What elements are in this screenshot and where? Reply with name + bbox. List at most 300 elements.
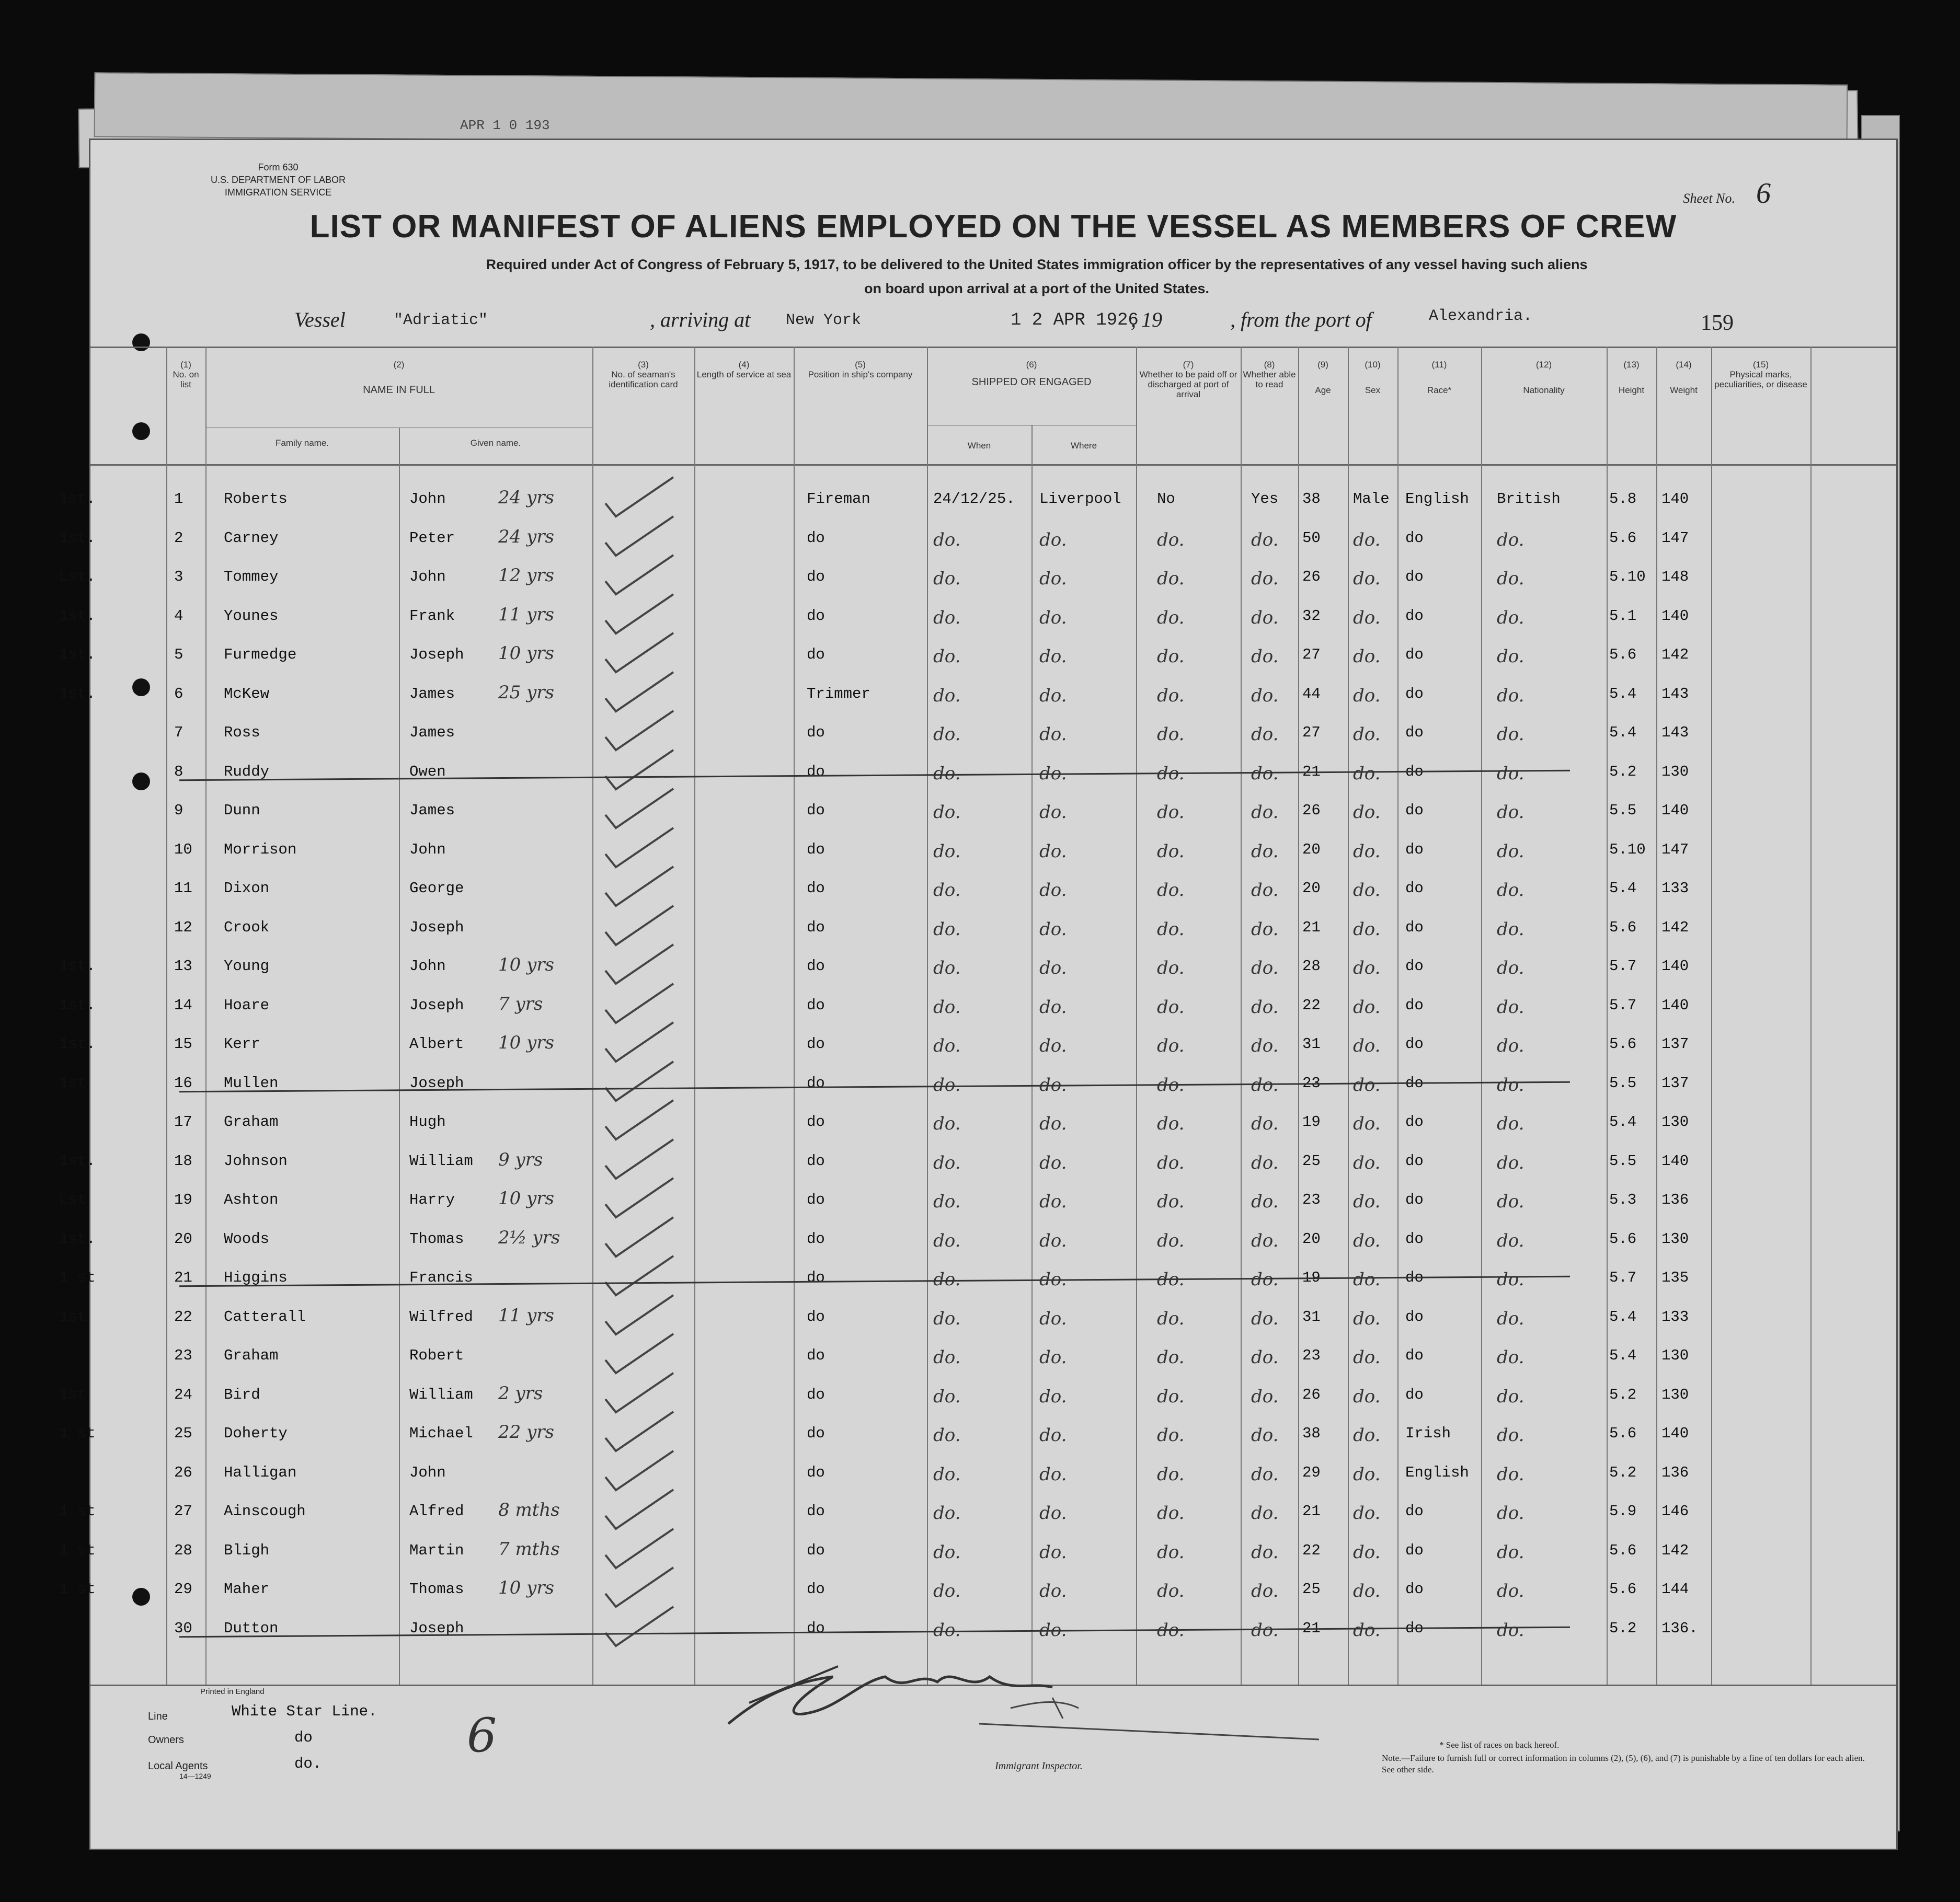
shipped-when: do. — [933, 1463, 961, 1485]
age: 20 — [1302, 880, 1321, 897]
race: do — [1405, 763, 1424, 780]
years-at-sea-note: 10 yrs — [498, 1577, 554, 1598]
years-at-sea-note: 9 yrs — [498, 1149, 543, 1170]
family-name: Furmedge — [224, 646, 297, 663]
able-to-read: do. — [1251, 880, 1279, 901]
sex: do. — [1353, 646, 1381, 667]
col-header-id-card: (3) No. of seaman's identification card — [609, 360, 678, 389]
list-number: 26 — [174, 1463, 192, 1481]
given-name: Owen — [409, 763, 446, 780]
weight: 130 — [1661, 763, 1689, 780]
years-at-sea-note: 11 yrs — [498, 604, 554, 625]
paid-off: No — [1157, 490, 1175, 508]
column-rule — [205, 347, 207, 1685]
paid-off: do. — [1157, 1386, 1185, 1407]
list-number: 19 — [174, 1191, 192, 1208]
shipped-where: do. — [1039, 1191, 1067, 1212]
shipped-when: do. — [933, 1503, 961, 1524]
family-name: Crook — [224, 918, 270, 936]
shipped-where: do. — [1039, 1347, 1067, 1368]
weight: 146 — [1661, 1503, 1689, 1520]
weight: 137 — [1661, 1035, 1689, 1053]
race: do — [1405, 1230, 1424, 1248]
list-number: 12 — [174, 918, 192, 936]
given-name: Peter — [409, 529, 455, 547]
age: 20 — [1302, 840, 1321, 858]
race: do — [1405, 996, 1424, 1014]
shipped-when: do. — [933, 1152, 961, 1173]
sheet-number-label: Sheet No. — [1683, 191, 1735, 206]
sex: do. — [1353, 1581, 1381, 1601]
crew-mark: 1st. — [59, 1230, 96, 1248]
column-rule — [1298, 347, 1299, 1685]
list-number: 1 — [174, 490, 184, 508]
height: 5.8 — [1609, 490, 1637, 508]
family-name: Ashton — [224, 1191, 279, 1208]
shipped-where: do. — [1039, 1463, 1067, 1485]
shipped-when: do. — [933, 880, 961, 901]
paid-off: do. — [1157, 763, 1185, 784]
shipped-where: do. — [1039, 1269, 1067, 1290]
race: do — [1405, 1113, 1424, 1131]
given-name: Frank — [409, 607, 455, 625]
list-number: 9 — [174, 802, 184, 819]
paid-off: do. — [1157, 646, 1185, 667]
list-number: 2 — [174, 529, 184, 547]
position: do — [807, 1425, 825, 1442]
list-number: 14 — [174, 996, 192, 1014]
paid-off: do. — [1157, 1425, 1185, 1446]
paid-off: do. — [1157, 1308, 1185, 1329]
list-number: 16 — [174, 1074, 192, 1092]
weight: 142 — [1661, 918, 1689, 936]
list-number: 24 — [174, 1386, 192, 1403]
nationality: do. — [1497, 1074, 1525, 1096]
nationality: do. — [1497, 607, 1525, 628]
departure-port: Alexandria. — [1429, 307, 1533, 325]
age: 27 — [1302, 646, 1321, 663]
family-name: Bligh — [224, 1541, 270, 1559]
height: 5.6 — [1609, 918, 1637, 936]
age: 22 — [1302, 996, 1321, 1014]
weight: 140 — [1661, 802, 1689, 819]
sex: do. — [1353, 724, 1381, 745]
race: do — [1405, 880, 1424, 897]
able-to-read: do. — [1251, 1191, 1279, 1212]
race: do — [1405, 685, 1424, 702]
shipped-when: do. — [933, 646, 961, 667]
col-header-physical-marks: (15) Physical marks, peculiarities, or disease — [1714, 360, 1807, 389]
shipped-where: do. — [1039, 646, 1067, 667]
weight: 135 — [1661, 1269, 1689, 1286]
col-header-service: (4) Length of service at sea — [696, 360, 792, 379]
position: do — [807, 1541, 825, 1559]
race: do — [1405, 568, 1424, 585]
race: do — [1405, 1191, 1424, 1208]
paid-off: do. — [1157, 685, 1185, 706]
paid-off: do. — [1157, 1347, 1185, 1368]
height: 5.2 — [1609, 1463, 1637, 1481]
age: 19 — [1302, 1113, 1321, 1131]
race: do — [1405, 1503, 1424, 1520]
crew-mark: 1st. — [59, 529, 96, 547]
paid-off: do. — [1157, 1152, 1185, 1173]
height: 5.6 — [1609, 1230, 1637, 1248]
family-name: Dutton — [224, 1619, 279, 1637]
owners-value: do — [294, 1729, 313, 1746]
shipped-when: do. — [933, 996, 961, 1018]
position: do — [807, 1191, 825, 1208]
position: do — [807, 1113, 825, 1131]
paid-off: do. — [1157, 1619, 1185, 1641]
list-number: 17 — [174, 1113, 192, 1131]
paid-off: do. — [1157, 1581, 1185, 1601]
given-name: Joseph — [409, 1619, 464, 1637]
race: do — [1405, 1347, 1424, 1364]
shipped-when: do. — [933, 1074, 961, 1096]
able-to-read: do. — [1251, 1425, 1279, 1446]
position: do — [807, 1152, 825, 1170]
height: 5.3 — [1609, 1191, 1637, 1208]
position: do — [807, 1619, 825, 1637]
sex: do. — [1353, 1541, 1381, 1563]
nationality: do. — [1497, 724, 1525, 745]
weight: 142 — [1661, 1541, 1689, 1559]
list-number: 5 — [174, 646, 184, 663]
position: do — [807, 568, 825, 585]
nationality: do. — [1497, 1503, 1525, 1524]
able-to-read: do. — [1251, 1269, 1279, 1290]
race: do — [1405, 1386, 1424, 1403]
race: do — [1405, 1581, 1424, 1598]
crew-mark: 1st. — [59, 607, 96, 625]
nationality: do. — [1497, 880, 1525, 901]
column-rule — [1607, 347, 1608, 1685]
shipped-when: do. — [933, 1425, 961, 1446]
family-name: Kerr — [224, 1035, 260, 1053]
given-name: Joseph — [409, 996, 464, 1014]
family-name: Dunn — [224, 802, 260, 819]
able-to-read: do. — [1251, 1347, 1279, 1368]
shipped-where: do. — [1039, 724, 1067, 745]
age: 26 — [1302, 1386, 1321, 1403]
column-rule — [1810, 347, 1812, 1685]
position: do — [807, 529, 825, 547]
sex: do. — [1353, 1035, 1381, 1056]
age: 32 — [1302, 607, 1321, 625]
given-name: Hugh — [409, 1113, 446, 1131]
nationality: do. — [1497, 802, 1525, 823]
given-name: Francis — [409, 1269, 473, 1286]
paid-off: do. — [1157, 1074, 1185, 1096]
list-number: 25 — [174, 1425, 192, 1442]
able-to-read: do. — [1251, 1619, 1279, 1641]
height: 5.4 — [1609, 1308, 1637, 1325]
able-to-read: do. — [1251, 724, 1279, 745]
race: do — [1405, 802, 1424, 819]
able-to-read: do. — [1251, 685, 1279, 706]
able-to-read: do. — [1251, 1308, 1279, 1329]
column-rule — [1481, 347, 1482, 1685]
col-header-position: (5) Position in ship's company — [808, 360, 913, 379]
position: do — [807, 840, 825, 858]
shipped-when: do. — [933, 1308, 961, 1329]
position: do — [807, 1463, 825, 1481]
family-name: Carney — [224, 529, 279, 547]
vessel-label: Vessel — [294, 308, 346, 331]
shipped-where: do. — [1039, 1541, 1067, 1563]
form-code: 14—1249 — [179, 1772, 211, 1780]
col-header-height: (13) Height — [1618, 360, 1645, 395]
col-header-weight: (14) Weight — [1670, 360, 1698, 395]
given-name: James — [409, 724, 455, 741]
weight: 136. — [1661, 1619, 1698, 1637]
col-header-no: (1) No. on list — [173, 360, 199, 389]
sex: do. — [1353, 1113, 1381, 1134]
position: do — [807, 802, 825, 819]
shipped-where: do. — [1039, 1074, 1067, 1096]
paid-off: do. — [1157, 918, 1185, 940]
given-name: Joseph — [409, 918, 464, 936]
binder-hole — [132, 678, 150, 696]
nationality: do. — [1497, 1386, 1525, 1407]
shipped-where: do. — [1039, 1386, 1067, 1407]
nationality: do. — [1497, 1113, 1525, 1134]
nationality: do. — [1497, 958, 1525, 978]
shipped-where: do. — [1039, 958, 1067, 978]
inspector-label: Immigrant Inspector. — [995, 1760, 1083, 1772]
given-name: James — [409, 685, 455, 702]
age: 38 — [1302, 1425, 1321, 1442]
shipped-where: do. — [1039, 1308, 1067, 1329]
weight: 140 — [1661, 996, 1689, 1014]
family-name: Johnson — [224, 1152, 288, 1170]
column-rule — [1656, 347, 1657, 1685]
shipped-when: do. — [933, 918, 961, 940]
family-name: Higgins — [224, 1269, 288, 1286]
weight: 137 — [1661, 1074, 1689, 1092]
family-name: Ruddy — [224, 763, 270, 780]
given-name: Albert — [409, 1035, 464, 1053]
col-header-shipped: (6) SHIPPED OR ENGAGED — [971, 360, 1092, 388]
sex: do. — [1353, 1269, 1381, 1290]
height: 5.10 — [1609, 840, 1646, 858]
years-at-sea-note: 8 mths — [498, 1500, 560, 1520]
nationality: do. — [1497, 1230, 1525, 1251]
subtitle-line-2: on board upon arrival at a port of the United States. — [864, 281, 1210, 296]
paid-off: do. — [1157, 1463, 1185, 1485]
age: 21 — [1302, 918, 1321, 936]
crew-mark: 1st. — [59, 958, 96, 975]
race: do — [1405, 1035, 1424, 1053]
table-top-rule — [90, 347, 1896, 348]
years-at-sea-note: 24 yrs — [498, 487, 554, 508]
form-header-block — [211, 161, 346, 199]
shipped-when: do. — [933, 1269, 961, 1290]
shipped-when: do. — [933, 1191, 961, 1212]
list-number: 11 — [174, 880, 192, 897]
page-number: 159 — [1701, 311, 1734, 335]
paid-off: do. — [1157, 1191, 1185, 1212]
vessel-name: "Adriatic" — [394, 312, 488, 329]
weight: 136 — [1661, 1191, 1689, 1208]
race: do — [1405, 1619, 1424, 1637]
paid-off: do. — [1157, 802, 1185, 823]
years-at-sea-note: 7 yrs — [498, 993, 543, 1015]
line-label: Line — [148, 1711, 168, 1722]
sex: do. — [1353, 1074, 1381, 1096]
position: do — [807, 1581, 825, 1598]
crew-mark: 1 st — [59, 1503, 96, 1520]
shipped-when: do. — [933, 1581, 961, 1601]
years-at-sea-note: 11 yrs — [498, 1305, 554, 1326]
race: English — [1405, 490, 1469, 508]
list-number: 10 — [174, 840, 192, 858]
position: do — [807, 763, 825, 780]
height: 5.2 — [1609, 1386, 1637, 1403]
weight: 130 — [1661, 1386, 1689, 1403]
years-at-sea-note: 12 yrs — [498, 565, 554, 586]
sex: do. — [1353, 802, 1381, 823]
nationality: do. — [1497, 996, 1525, 1018]
list-number: 4 — [174, 607, 184, 625]
height: 5.2 — [1609, 763, 1637, 780]
race: do — [1405, 1541, 1424, 1559]
able-to-read: do. — [1251, 802, 1279, 823]
crew-mark: 1st. — [59, 646, 96, 663]
given-name: Michael — [409, 1425, 473, 1442]
nationality: do. — [1497, 1191, 1525, 1212]
able-to-read: do. — [1251, 1503, 1279, 1524]
weight: 143 — [1661, 685, 1689, 702]
paid-off: do. — [1157, 1035, 1185, 1056]
list-number: 15 — [174, 1035, 192, 1053]
crew-mark: 1st — [59, 1308, 87, 1325]
shipped-where: do. — [1039, 802, 1067, 823]
list-number: 18 — [174, 1152, 192, 1170]
family-name: Maher — [224, 1581, 270, 1598]
weight: 148 — [1661, 568, 1689, 585]
shipped-when: do. — [933, 685, 961, 706]
document-title: LIST OR MANIFEST OF ALIENS EMPLOYED ON THE VESSEL AS MEMBERS OF CREW — [310, 209, 1677, 245]
height: 5.6 — [1609, 646, 1637, 663]
age: 20 — [1302, 1230, 1321, 1248]
shipped-where: do. — [1039, 529, 1067, 550]
family-name: Bird — [224, 1386, 260, 1403]
able-to-read: do. — [1251, 918, 1279, 940]
age: 31 — [1302, 1035, 1321, 1053]
family-name: Graham — [224, 1113, 279, 1131]
sheet-number-block — [1683, 177, 1771, 210]
height: 5.4 — [1609, 685, 1637, 702]
years-at-sea-note: 10 yrs — [498, 1032, 554, 1053]
age: 23 — [1302, 1191, 1321, 1208]
list-number: 21 — [174, 1269, 192, 1286]
given-name: Robert — [409, 1347, 464, 1364]
col-header-where: Where — [1070, 441, 1097, 451]
crew-mark: 1 st — [59, 1541, 96, 1559]
nationality: do. — [1497, 1308, 1525, 1329]
document-subtitle — [320, 252, 1753, 301]
list-number: 6 — [174, 685, 184, 702]
nationality: do. — [1497, 1541, 1525, 1563]
shipped-when: do. — [933, 763, 961, 784]
height: 5.6 — [1609, 1425, 1637, 1442]
able-to-read: do. — [1251, 1230, 1279, 1251]
position: do — [807, 607, 825, 625]
age: 50 — [1302, 529, 1321, 547]
weight: 140 — [1661, 490, 1689, 508]
able-to-read: do. — [1251, 763, 1279, 784]
paid-off: do. — [1157, 880, 1185, 901]
col-header-nationality: (12) Nationality — [1523, 360, 1565, 395]
paid-off: do. — [1157, 1269, 1185, 1290]
column-rule — [166, 347, 167, 1685]
col-header-name: (2) NAME IN FULL — [363, 360, 435, 396]
able-to-read: do. — [1251, 958, 1279, 978]
shipped-when: do. — [933, 529, 961, 550]
crew-mark: 1st. — [59, 996, 96, 1014]
family-name: Hoare — [224, 996, 270, 1014]
stacked-page-edge — [94, 72, 1848, 149]
given-name: Martin — [409, 1541, 464, 1559]
weight: 140 — [1661, 1152, 1689, 1170]
given-name: John — [409, 568, 446, 585]
weight: 130 — [1661, 1230, 1689, 1248]
age: 28 — [1302, 958, 1321, 975]
shipped-where: do. — [1039, 1113, 1067, 1134]
family-name: Dixon — [224, 880, 270, 897]
age: 27 — [1302, 724, 1321, 741]
paid-off: do. — [1157, 1541, 1185, 1563]
col-header-age: (9) Age — [1315, 360, 1331, 395]
able-to-read: do. — [1251, 607, 1279, 628]
sex: do. — [1353, 1463, 1381, 1485]
height: 5.5 — [1609, 1152, 1637, 1170]
given-name: George — [409, 880, 464, 897]
weight: 136 — [1661, 1463, 1689, 1481]
weight: 133 — [1661, 1308, 1689, 1325]
able-to-read: do. — [1251, 1113, 1279, 1134]
sex: do. — [1353, 880, 1381, 901]
arriving-port: New York — [786, 312, 862, 329]
family-name: Tommey — [224, 568, 279, 585]
race: do — [1405, 918, 1424, 936]
shipped-where: do. — [1039, 685, 1067, 706]
height: 5.4 — [1609, 880, 1637, 897]
weight: 144 — [1661, 1581, 1689, 1598]
shipped-where: do. — [1039, 568, 1067, 589]
years-at-sea-note: 22 yrs — [498, 1422, 554, 1443]
sex: do. — [1353, 1425, 1381, 1446]
shipped-where: do. — [1039, 1152, 1067, 1173]
height: 5.5 — [1609, 1074, 1637, 1092]
crew-mark: Lst. — [59, 568, 96, 585]
weight: 142 — [1661, 646, 1689, 663]
height: 5.7 — [1609, 996, 1637, 1014]
column-rule — [592, 347, 593, 1685]
sex: do. — [1353, 1503, 1381, 1524]
years-at-sea-note: 7 mths — [498, 1538, 560, 1560]
given-name: John — [409, 958, 446, 975]
able-to-read: do. — [1251, 646, 1279, 667]
column-rule — [1031, 425, 1033, 1685]
shipped-when: do. — [933, 724, 961, 745]
nationality: do. — [1497, 918, 1525, 940]
race: do — [1405, 529, 1424, 547]
race: do — [1405, 1269, 1424, 1286]
able-to-read: do. — [1251, 1541, 1279, 1563]
